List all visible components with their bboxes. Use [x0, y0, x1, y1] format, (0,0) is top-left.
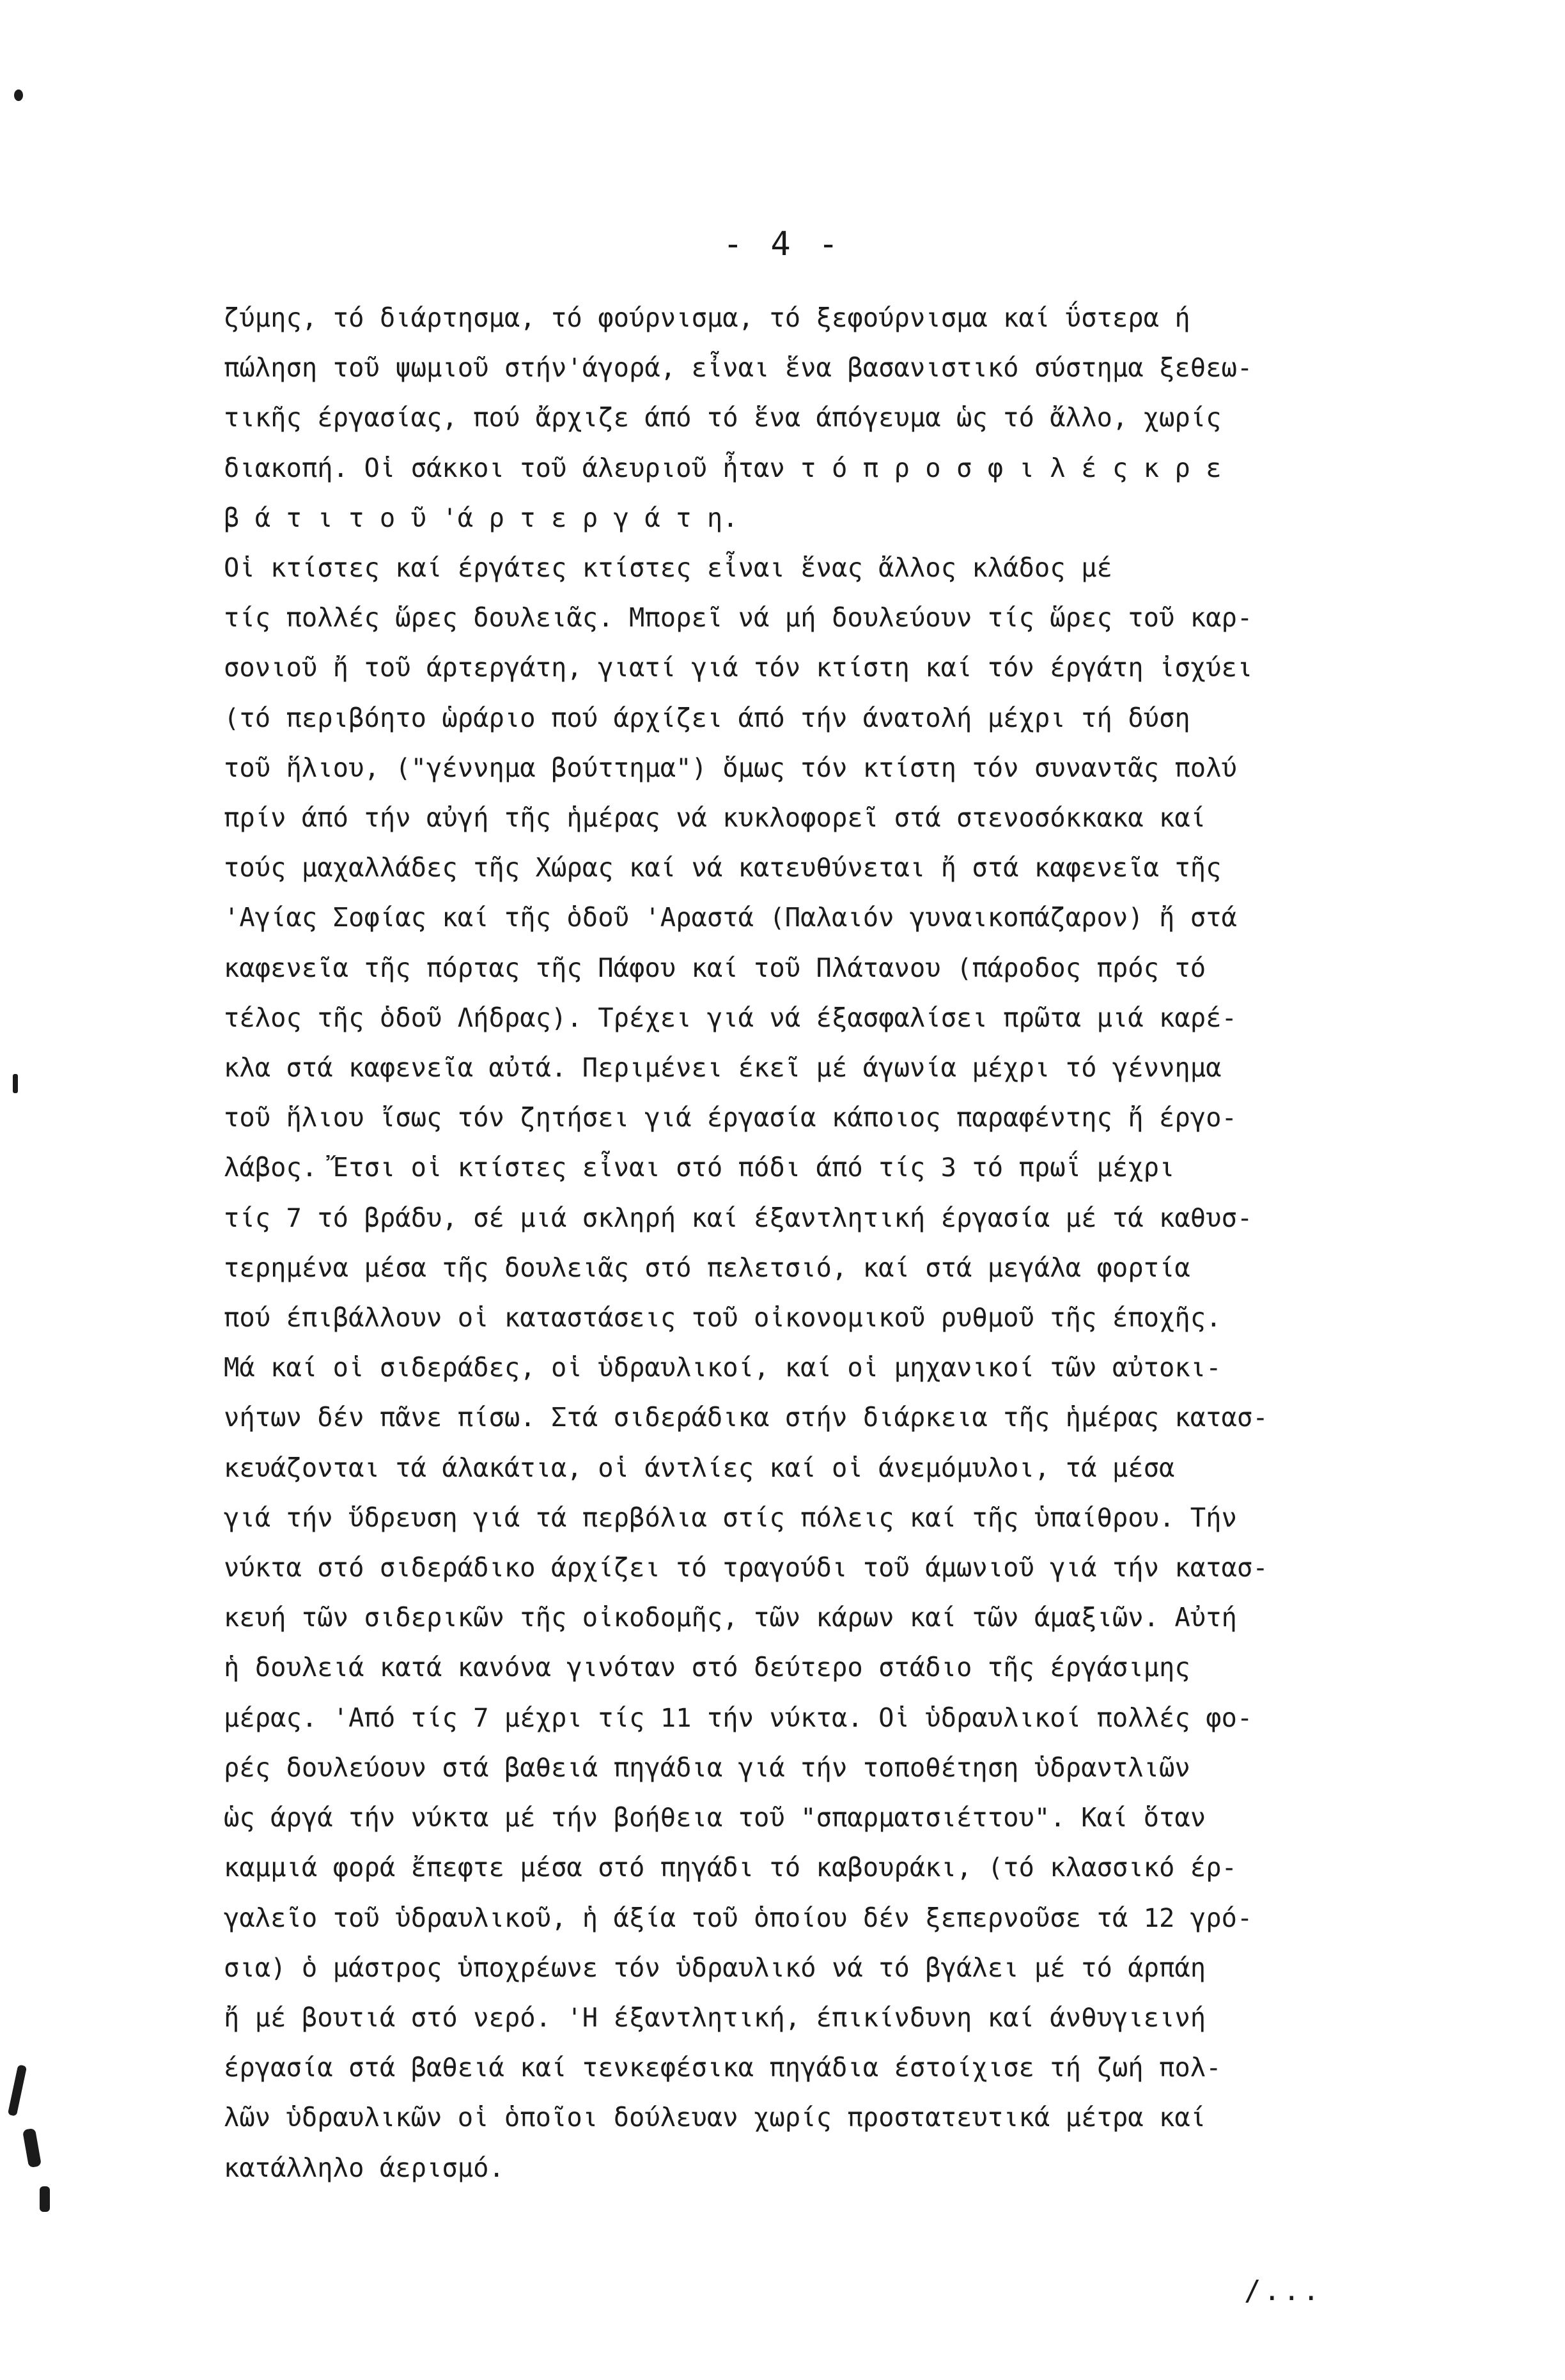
text-line: κλα στά καφενεῖα αὐτά. Περιμένει έκεῖ μέ άγωνία μέχρι τό γέννημα [224, 1052, 1222, 1084]
scan-mark [8, 2064, 27, 2116]
scan-mark [40, 2186, 50, 2212]
continuation-mark: /... [1244, 2275, 1322, 2307]
text-line: τίς πολλές ὥρες δουλειᾶς. Μπορεῖ νά μή δουλεύουν τίς ὥρες τοῦ καρ- [224, 602, 1253, 634]
text-line: πώληση τοῦ ψωμιοῦ στήν'άγορά, εἶναι ἕνα βασανιστικό σύστημα ξεθεω- [224, 352, 1253, 384]
text-line: γιά τήν ὕδρευση γιά τά περβόλια στίς πόλεις καί τῆς ὑπαίθρου. Τήν [224, 1502, 1237, 1533]
text-line: (τό περιβόητο ὡράριο πού άρχίζει άπό τήν άνατολή μέχρι τή δύση [224, 702, 1190, 733]
text-line: διακοπή. Οἱ σάκκοι τοῦ άλευριοῦ ἦταν τ ό π ρ ο σ φ ι λ έ ς κ ρ ε [224, 452, 1222, 483]
text-line: έργασία στά βαθειά καί τενκεφέσικα πηγάδια έστοίχισε τή ζωή πολ- [224, 2052, 1222, 2083]
text-line: σονιοῦ ἤ τοῦ άρτεργάτη, γιατί γιά τόν κτίστη καί τόν έργάτη ἰσχύει [224, 652, 1253, 683]
text-line: τοῦ ἥλιου, ("γέννημα βούττημα") ὅμως τόν κτίστη τόν συναντᾶς πολύ [224, 752, 1237, 783]
text-line: κατάλληλο άερισμό. [224, 2152, 504, 2183]
scan-mark [13, 1074, 18, 1093]
text-line: καφενεῖα τῆς πόρτας τῆς Πάφου καί τοῦ Πλάτανου (πάροδος πρός τό [224, 952, 1206, 983]
text-line: τούς μαχαλλάδες τῆς Χώρας καί νά κατευθύνεται ἤ στά καφενεῖα τῆς [224, 852, 1222, 883]
page-number: - 4 - [722, 225, 843, 263]
text-line: β ά τ ι τ ο ῦ 'ά ρ τ ε ρ γ ά τ η. [224, 502, 738, 533]
text-line: μέρας. 'Από τίς 7 μέχρι τίς 11 τήν νύκτα. Οἱ ὑδραυλικοί πολλές φο- [224, 1702, 1253, 1733]
text-line: 'Αγίας Σοφίας καί τῆς ὁδοῦ 'Αραστά (Παλαιόν γυναικοπάζαρον) ἤ στά [224, 902, 1237, 933]
text-line: καμμιά φορά ἔπεφτε μέσα στό πηγάδι τό καβουράκι, (τό κλασσικό έρ- [224, 1852, 1237, 1883]
text-line: κευή τῶν σιδερικῶν τῆς οἰκοδομῆς, τῶν κάρων καί τῶν άμαξιῶν. Αὐτή [224, 1602, 1237, 1633]
text-line: λῶν ὑδραυλικῶν οἱ ὁποῖοι δούλευαν χωρίς προστατευτικά μέτρα καί [224, 2102, 1206, 2133]
text-line: ἡ δουλειά κατά κανόνα γινόταν στό δεύτερο στάδιο τῆς έργάσιμης [224, 1652, 1190, 1683]
scan-mark [22, 2128, 42, 2168]
text-line: τοῦ ἥλιου ἴσως τόν ζητήσει γιά έργασία κάποιος παραφέντης ἤ έργο- [224, 1102, 1237, 1133]
text-line: πρίν άπό τήν αὐγή τῆς ἡμέρας νά κυκλοφορεῖ στά στενοσόκκακα καί [224, 802, 1206, 834]
text-line: ἤ μέ βουτιά στό νερό. 'Η έξαντλητική, έπικίνδυνη καί άνθυγιεινή [224, 2002, 1206, 2033]
scan-mark [14, 89, 23, 101]
text-line: Οἱ κτίστες καί έργάτες κτίστες εἶναι ἕνας ἄλλος κλάδος μέ [224, 552, 1112, 584]
text-line: ζύμης, τό διάρτησμα, τό φούρνισμα, τό ξεφούρνισμα καί ΰστερα ή [224, 302, 1190, 333]
text-line: ρές δουλεύουν στά βαθειά πηγάδια γιά τήν τοποθέτηση ὑδραντλιῶν [224, 1752, 1190, 1783]
text-line: πού έπιβάλλουν οἱ καταστάσεις τοῦ οἰκονομικοῦ ρυθμοῦ τῆς έποχῆς. [224, 1302, 1222, 1334]
text-line: νήτων δέν πᾶνε πίσω. Στά σιδεράδικα στήν διάρκεια τῆς ἡμέρας κατασ- [224, 1402, 1268, 1433]
text-line: Μά καί οἱ σιδεράδες, οἱ ὑδραυλικοί, καί οἱ μηχανικοί τῶν αὐτοκι- [224, 1352, 1222, 1383]
text-line: τικῆς έργασίας, πού ἄρχιζε άπό τό ἕνα άπόγευμα ὡς τό ἄλλο, χωρίς [224, 402, 1222, 433]
text-line: νύκτα στό σιδεράδικο άρχίζει τό τραγούδι τοῦ άμωνιοῦ γιά τήν κατασ- [224, 1552, 1268, 1583]
body-text [224, 293, 1470, 2193]
text-line: ὡς άργά τήν νύκτα μέ τήν βοήθεια τοῦ "σπαρματσιέττου". Καί ὅταν [224, 1802, 1206, 1833]
text-line: κευάζονται τά άλακάτια, οἱ άντλίες καί οἱ άνεμόμυλοι, τά μέσα [224, 1452, 1175, 1483]
text-line: τερημένα μέσα τῆς δουλειᾶς στό πελετσιό, καί στά μεγάλα φορτία [224, 1252, 1190, 1283]
text-line: λάβος. Ἔτσι οἱ κτίστες εἶναι στό πόδι άπό τίς 3 τό πρωΐ μέχρι [224, 1152, 1175, 1183]
text-line: τίς 7 τό βράδυ, σέ μιά σκληρή καί έξαντλητική έργασία μέ τά καθυσ- [224, 1202, 1253, 1233]
text-line: τέλος τῆς ὁδοῦ Λήδρας). Τρέχει γιά νά έξασφαλίσει πρῶτα μιά καρέ- [224, 1002, 1237, 1033]
text-line: γαλεῖο τοῦ ὑδραυλικοῦ, ἡ άξία τοῦ ὁποίου δέν ξεπερνοῦσε τά 12 γρό- [224, 1902, 1253, 1933]
text-line: σια) ὁ μάστρος ὑποχρέωνε τόν ὑδραυλικό νά τό βγάλει μέ τό άρπάη [224, 1952, 1206, 1983]
